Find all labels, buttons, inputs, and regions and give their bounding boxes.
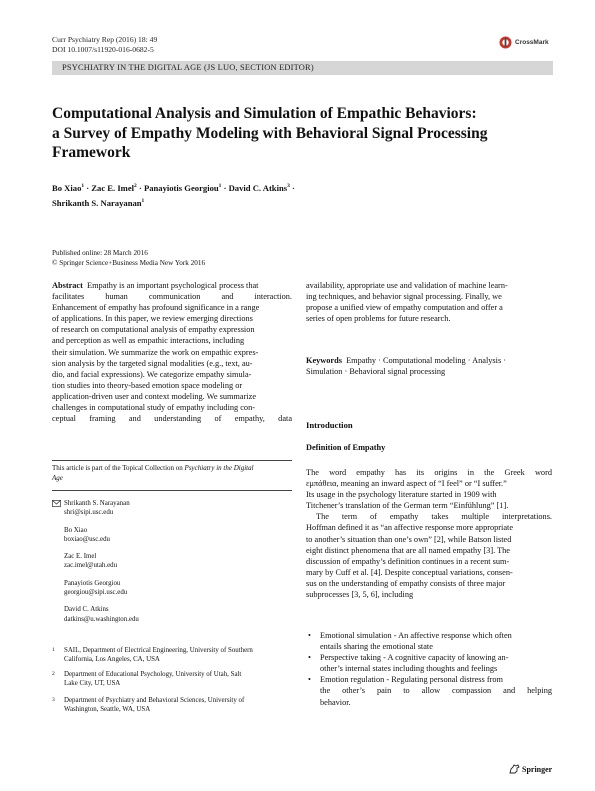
list-item: • Perspective taking - A cognitive capacity of knowing an- other’s internal states including thoughts and feelings xyxy=(308,653,509,674)
contact-email[interactable]: shri@sipi.usc.edu xyxy=(64,509,114,517)
contact-name: Bo Xiao xyxy=(64,526,88,534)
published-date: Published online: 28 March 2016 xyxy=(52,249,148,257)
paragraph-line: Titchener’s translation of the German term “Einfühlung” [1]. xyxy=(306,501,509,511)
paragraph-line: The term of empathy takes multiple interpretations. xyxy=(316,512,552,522)
contact-name: Zac E. Imel xyxy=(64,553,97,561)
springer-logo xyxy=(509,764,552,774)
author-list xyxy=(52,180,552,210)
paragraph-line: Hoffman defined it as “an affective response more appropriate xyxy=(306,523,514,533)
affiliation-number: 3 xyxy=(52,697,55,703)
collection-link[interactable]: Psychiatry in the Digital xyxy=(184,464,254,472)
author-line xyxy=(52,180,552,195)
keywords-label: Keywords xyxy=(306,356,342,365)
contact-entry xyxy=(64,526,292,545)
author-name[interactable]: Bo Xiao xyxy=(52,182,82,193)
author-affiliation-ref: 1 xyxy=(141,197,145,204)
bullet-icon: • xyxy=(308,675,311,685)
paragraph-line: The word empathy has its origins in the Greek word xyxy=(306,468,552,477)
subprocess-list xyxy=(306,630,552,708)
abstract-line: challenges in computational study of empathy including con- xyxy=(52,403,255,413)
title-line: a Survey of Empathy Modeling with Behavioral Signal Processing xyxy=(52,124,488,142)
contact-email[interactable]: datkins@u.washington.edu xyxy=(64,615,139,623)
contact-entry xyxy=(64,499,292,518)
affiliation-number: 1 xyxy=(52,647,55,653)
author-name[interactable]: Shrikanth S. Narayanan xyxy=(52,197,142,208)
contact-entry xyxy=(64,552,292,571)
author-separator: · xyxy=(289,182,295,193)
bullet-icon: • xyxy=(308,631,311,640)
abstract xyxy=(52,280,292,424)
author-affiliation-ref: 1 xyxy=(218,183,222,189)
abstract-continued xyxy=(306,280,552,324)
footnote-divider xyxy=(52,490,292,491)
abstract-line: and perception as well as empathic interactions, including xyxy=(52,336,245,346)
journal-citation: Curr Psychiatry Rep (2016) 18: 49 xyxy=(52,35,158,44)
author-separator: · xyxy=(136,182,144,193)
keywords: Keywords Empathy · Computational modeling · Analysis · Simulation · Behavioral signal processing xyxy=(306,356,507,377)
subsection-heading: Definition of Empathy xyxy=(306,443,386,452)
abstract-label: Abstract xyxy=(52,281,83,290)
list-item: • Emotion regulation - Regulating personal distress from the other’s pain to allow compassion and helping behavior. xyxy=(308,675,552,707)
paragraph-line: eight distinct phenomena that are all named empathy [3]. The xyxy=(306,545,510,555)
publication-info xyxy=(52,249,205,268)
contact-name: Shrikanth S. Narayanan xyxy=(64,500,130,507)
contact-email[interactable]: georgiou@sipi.usc.edu xyxy=(64,589,128,597)
publisher-name: Springer xyxy=(522,764,553,774)
abstract-line: tion studies into theory-based emotion space modeling or xyxy=(52,380,243,390)
abstract-line: facilitates human communication and interaction. xyxy=(52,292,292,302)
affiliation-number: 2 xyxy=(52,671,55,677)
affiliation: 3 Department of Psychiatry and Behavioral Sciences, University of Washington, Seattle, WA, USA xyxy=(52,697,245,714)
abstract-line: availability, appropriate use and validation of machine learn- xyxy=(306,281,508,290)
contact-email[interactable]: zac.imel@utah.edu xyxy=(64,562,118,570)
contact-entry xyxy=(64,579,292,598)
author-line xyxy=(52,195,552,210)
abstract-line: their simulation. We summarize the work on empathic expres- xyxy=(52,347,259,357)
author-name[interactable]: Zac E. Imel xyxy=(91,182,135,193)
bullet-icon: • xyxy=(308,653,311,663)
abstract-line: sion analysis by the targeted signal modalities (e.g., text, au- xyxy=(52,358,253,368)
springer-horse-icon xyxy=(509,764,520,774)
list-item: • Emotional simulation - An affective response which often entails sharing the emotional state xyxy=(308,631,512,652)
contact-name: David C. Atkins xyxy=(64,606,109,614)
contact-name: Panayiotis Georgiou xyxy=(64,579,121,587)
abstract-line: ing techniques, and behavior signal processing. Finally, we xyxy=(306,292,502,302)
article-title xyxy=(52,104,552,163)
contact-email[interactable]: boxiao@usc.edu xyxy=(64,535,110,543)
section-heading: Introduction xyxy=(306,420,353,430)
abstract-line: dio, and facial expressions). We categorize empathy simula- xyxy=(52,369,252,379)
author-name[interactable]: Panayiotis Georgiou xyxy=(143,182,219,193)
paragraph-line: Its usage in the psychology literature started in 1909 with xyxy=(306,490,497,500)
crossmark-label: CrossMark xyxy=(515,38,549,46)
author-affiliation-ref: 1 xyxy=(81,183,85,189)
footnote-divider xyxy=(52,460,292,461)
author-name[interactable]: David C. Atkins xyxy=(228,182,288,193)
paragraph-line: discussion of empathy’s definition continues in a recent sum- xyxy=(306,556,510,566)
topical-collection-note: This article is part of the Topical Collection on Psychiatry in the Digital Age xyxy=(52,464,254,482)
author-affiliation-ref: 3 xyxy=(287,183,290,189)
doi[interactable]: DOI 10.1007/s11920-016-0682-5 xyxy=(52,45,154,54)
abstract-line: Abstract Empathy is an important psychological process that xyxy=(52,281,259,290)
copyright: © Springer Science+Business Media New York 2016 xyxy=(52,258,206,267)
contact-list xyxy=(52,499,292,632)
paragraph-line: mary by Cuff et al. [4]. Despite conceptual variations, consen- xyxy=(306,567,513,577)
intro-paragraph xyxy=(306,467,552,600)
affiliation: 1 SAIL, Department of Electrical Engineering, University of Southern California, Los Angeles, CA, USA xyxy=(52,647,253,664)
author-affiliation-ref: 2 xyxy=(134,183,137,189)
abstract-line: of applications. In this paper, we review emerging directions xyxy=(52,314,253,324)
paragraph-line: subprocesses [3, 5, 6], including xyxy=(306,590,414,600)
abstract-line: propose a unified view of empathy computation and offer a xyxy=(306,303,503,313)
paragraph-line: εμπάθεια, meaning an inward aspect of “I feel” or “I suffer.” xyxy=(306,479,507,489)
abstract-line: of research on computational analysis of empathy expression xyxy=(52,325,255,335)
abstract-line: application-driven user and context modeling. We summarize xyxy=(52,391,257,401)
title-line: Computational Analysis and Simulation of Empathic Behaviors: xyxy=(52,105,477,122)
paragraph-line: to another’s situation than one’s own” [2], while Batson listed xyxy=(306,534,512,544)
author-separator: · xyxy=(84,182,92,193)
author-separator: · xyxy=(221,182,229,193)
affiliation: 2 Department of Educational Psychology, University of Utah, Salt Lake City, UT, USA xyxy=(52,671,242,688)
abstract-line: Enhancement of empathy has profound significance in a range xyxy=(52,303,260,313)
crossmark-badge[interactable] xyxy=(499,35,559,49)
title-line: Framework xyxy=(52,144,131,161)
paragraph-line: sus on the understanding of empathy consists of three major xyxy=(306,578,506,588)
contact-entry xyxy=(64,605,292,624)
abstract-line: ceptual framing and understanding of empathy, data xyxy=(52,414,292,424)
envelope-icon xyxy=(52,500,61,507)
abstract-line: series of open problems for future research. xyxy=(306,314,451,324)
crossmark-icon xyxy=(499,36,512,49)
section-banner: PSYCHIATRY IN THE DIGITAL AGE (JS LUO, SECTION EDITOR) xyxy=(52,61,553,75)
